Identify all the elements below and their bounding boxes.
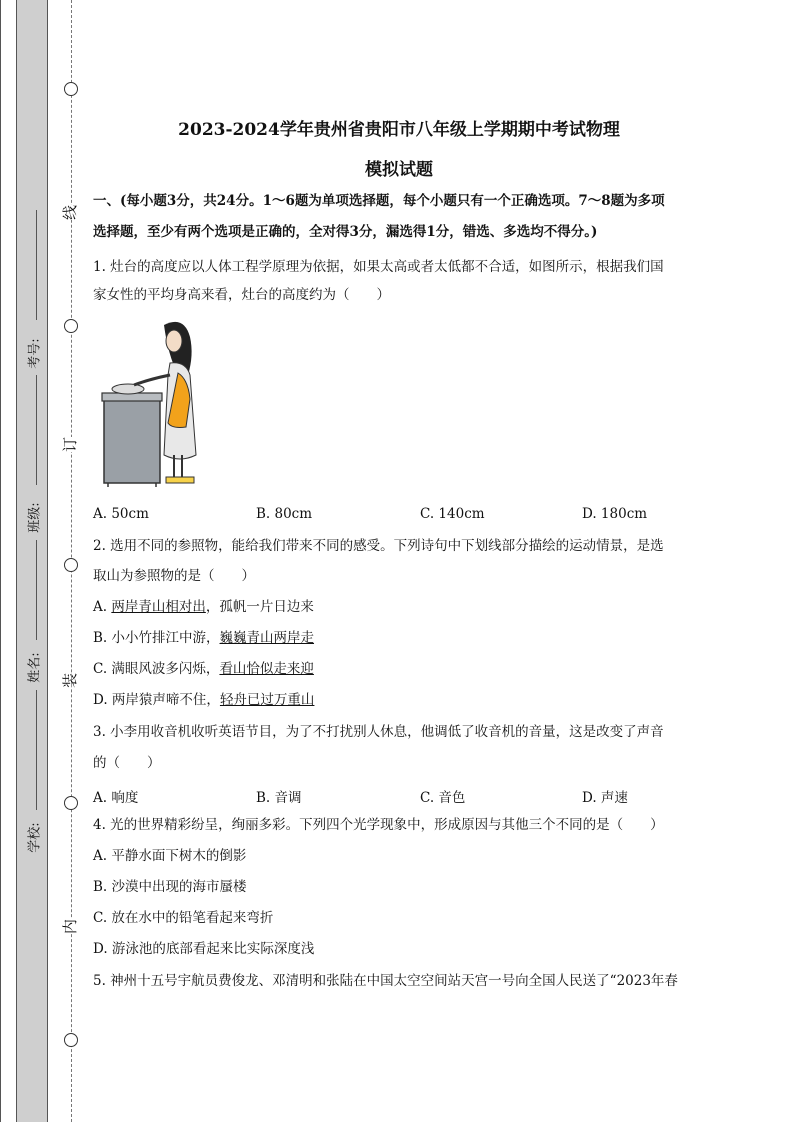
q3-text-line2: 的（ ） bbox=[93, 755, 161, 771]
class-line bbox=[36, 375, 37, 485]
name-line bbox=[36, 540, 37, 640]
binding-hole bbox=[64, 319, 78, 333]
q4-option-d: D. 游泳池的底部看起来比实际深度浅 bbox=[93, 941, 315, 957]
q3-option-a: A. 响度 bbox=[93, 790, 139, 806]
q1-text-line2: 家女性的平均身高来看，灶台的高度约为（ ） bbox=[93, 287, 390, 303]
binding-char-xian: 线 bbox=[57, 205, 82, 220]
q3-option-c: C. 音色 bbox=[420, 790, 466, 806]
q5-text-line1: 5. 神州十五号宇航员费俊龙、邓清明和张陆在中国太空空间站天宫一号向全国人民送了“2023年春 bbox=[93, 973, 678, 989]
q1-text-line1: 1. 灶台的高度应以人体工程学原理为依据，如果太高或者太低都不合适，如图所示，根据我们国 bbox=[93, 259, 664, 275]
q1-option-d: D. 180cm bbox=[582, 506, 648, 522]
q3-text-line1: 3. 小李用收音机收听英语节目，为了不打扰别人休息，他调低了收音机的音量，这是改变了声音 bbox=[93, 724, 664, 740]
binding-hole bbox=[64, 796, 78, 810]
class-label: 班级: bbox=[27, 502, 43, 533]
q4-option-c: C. 放在水中的铅笔看起来弯折 bbox=[93, 910, 274, 926]
q2-option-b: B. 小小竹排江中游，巍巍青山两岸走 bbox=[93, 630, 315, 646]
q2-option-d: D. 两岸猿声啼不住，轻舟已过万重山 bbox=[93, 692, 315, 708]
q2-text-line2: 取山为参照物的是（ ） bbox=[93, 568, 255, 584]
q1-option-b: B. 80cm bbox=[256, 506, 313, 522]
q1-option-a: A. 50cm bbox=[93, 506, 149, 522]
binding-char-ding: 订 bbox=[57, 437, 82, 452]
binding-hole bbox=[64, 82, 78, 96]
school-label: 学校: bbox=[27, 822, 43, 853]
section-instruction-line1: 一、(每小题3分，共24分。1～6题为单项选择题，每个小题只有一个正确选项。7～8题为多项 bbox=[93, 193, 665, 209]
stove-woman-illustration bbox=[98, 315, 208, 490]
binding-char-nei: 内 bbox=[57, 919, 82, 934]
binding-hole bbox=[64, 1033, 78, 1047]
q4-option-b: B. 沙漠中出现的海市蜃楼 bbox=[93, 879, 247, 895]
binding-hole bbox=[64, 558, 78, 572]
q2-option-a: A. 两岸青山相对出，孤帆一片日边来 bbox=[93, 599, 314, 615]
q4-text-line1: 4. 光的世界精彩纷呈，绚丽多彩。下列四个光学现象中，形成原因与其他三个不同的是（ ） bbox=[93, 817, 664, 833]
section-instruction-line2: 选择题，至少有两个选项是正确的，全对得3分，漏选得1分，错选、多选均不得分。) bbox=[93, 224, 598, 240]
binding-strip bbox=[16, 0, 48, 1122]
q1-option-c: C. 140cm bbox=[420, 506, 485, 522]
page-subtitle: 模拟试题 bbox=[365, 160, 433, 180]
q3-option-b: B. 音调 bbox=[256, 790, 302, 806]
q2-text-line1: 2. 选用不同的参照物，能给我们带来不同的感受。下列诗句中下划线部分描绘的运动情景，是选 bbox=[93, 538, 664, 554]
q3-option-d: D. 声速 bbox=[582, 790, 628, 806]
q4-option-a: A. 平静水面下树木的倒影 bbox=[93, 848, 247, 864]
binding-char-zhuang: 装 bbox=[57, 673, 82, 688]
school-line bbox=[36, 690, 37, 810]
q2-option-c: C. 满眼风波多闪烁，看山恰似走来迎 bbox=[93, 661, 314, 677]
exam-no-line bbox=[36, 210, 37, 320]
page-title: 2023-2024学年贵州省贵阳市八年级上学期期中考试物理 bbox=[178, 120, 620, 140]
exam-no-label: 考号: bbox=[27, 338, 43, 369]
name-label: 姓名: bbox=[27, 652, 43, 683]
